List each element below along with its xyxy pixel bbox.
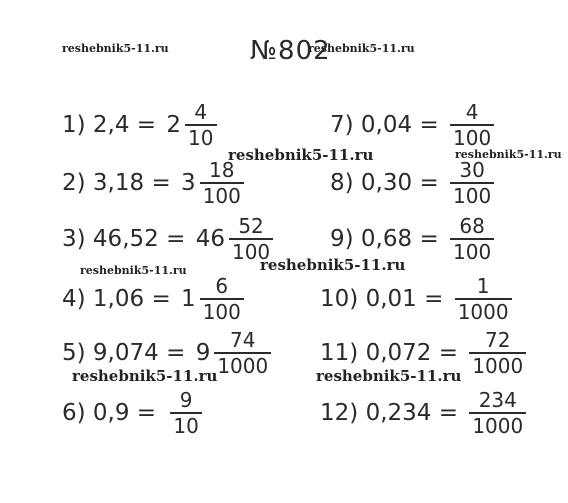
fraction-numerator: 68: [459, 214, 485, 238]
fraction-denominator: 1000: [455, 298, 512, 322]
fraction-denominator: 100: [450, 124, 494, 148]
item-whole: 46: [195, 226, 225, 252]
fraction-numerator: 9: [179, 388, 193, 412]
fraction: [469, 390, 526, 436]
fraction-denominator: 100: [200, 298, 244, 322]
item-decimal: 46,52: [92, 226, 159, 252]
item-decimal: 0,01: [365, 286, 417, 312]
watermark: reshebnik5-11.ru: [80, 264, 187, 277]
equation-item: 7) 0,04 = $\frac{4}{100}$: [330, 102, 494, 148]
equation-item: 9) 0,68 = $\frac{68}{100}$: [330, 216, 494, 262]
fraction-denominator: 10: [185, 124, 216, 148]
fraction: [450, 160, 494, 206]
fraction-denominator: 1000: [469, 352, 526, 376]
fraction-numerator: 4: [465, 100, 479, 124]
item-label: 10): [320, 286, 359, 312]
item-decimal: 9,074: [92, 340, 159, 366]
item-decimal: 1,06: [92, 286, 145, 312]
fraction-denominator: 100: [229, 238, 273, 262]
item-label: 6): [62, 400, 86, 426]
equation-item: 3) 46,52 = 46 $\frac{52}{100}$: [62, 216, 273, 262]
item-decimal: 0,072: [365, 340, 432, 366]
watermark: reshebnik5-11.ru: [62, 42, 169, 55]
fraction-numerator: 4: [194, 100, 208, 124]
fraction-denominator: 10: [170, 412, 201, 436]
fraction: [200, 276, 244, 322]
item-whole: 1: [181, 286, 196, 312]
item-whole: 9: [195, 340, 211, 366]
item-whole: 2: [166, 112, 182, 138]
item-decimal: 0,68: [360, 226, 413, 252]
equation-item: 1) 2,4 = 2 $\frac{4}{10}$: [62, 102, 217, 148]
fraction-numerator: 74: [230, 328, 256, 352]
item-label: 2): [62, 170, 86, 196]
item-decimal: 0,04: [360, 112, 413, 138]
fraction-numerator: 234: [478, 388, 517, 412]
fraction-denominator: 1000: [214, 352, 271, 376]
fraction-numerator: 1: [476, 274, 490, 298]
fraction-numerator: 72: [485, 328, 511, 352]
fraction: [214, 330, 271, 376]
equation-item: 11) 0,072 = $\frac{72}{1000}$: [320, 330, 526, 376]
item-label: 11): [320, 340, 359, 366]
item-label: 4): [62, 286, 86, 312]
fraction-denominator: 1000: [469, 412, 526, 436]
item-label: 3): [62, 226, 86, 252]
fraction: [450, 216, 494, 262]
item-decimal: 3,18: [92, 170, 145, 196]
item-decimal: 0,234: [365, 400, 432, 426]
item-decimal: 0,9: [92, 400, 130, 426]
equation-item: 12) 0,234 = $\frac{234}{1000}$: [320, 390, 526, 436]
equation-item: 6) 0,9 = $\frac{9}{10}$: [62, 390, 202, 436]
item-decimal: 0,30: [360, 170, 413, 196]
item-label: 7): [330, 112, 354, 138]
item-label: 5): [62, 340, 86, 366]
equation-item: 10) 0,01 = $\frac{1}{1000}$: [320, 276, 512, 322]
fraction: [200, 160, 244, 206]
fraction-numerator: 30: [459, 158, 485, 182]
watermark: reshebnik5-11.ru: [316, 367, 462, 385]
equation-item: 2) 3,18 = 3 $\frac{18}{100}$: [62, 160, 244, 206]
watermark: reshebnik5-11.ru: [308, 42, 415, 55]
fraction-denominator: 100: [200, 182, 244, 206]
fraction: [229, 216, 273, 262]
watermark: reshebnik5-11.ru: [72, 367, 218, 385]
equation-item: 5) 9,074 = 9 $\frac{74}{1000}$: [62, 330, 271, 376]
watermark: reshebnik5-11.ru: [228, 146, 374, 164]
fraction: [170, 390, 201, 436]
fraction: [455, 276, 512, 322]
item-label: 12): [320, 400, 359, 426]
item-label: 9): [330, 226, 354, 252]
problem-number: №802: [250, 36, 331, 66]
item-decimal: 2,4: [92, 112, 130, 138]
equation-item: 4) 1,06 = 1 $\frac{6}{100}$: [62, 276, 244, 322]
watermark: reshebnik5-11.ru: [455, 148, 562, 161]
fraction-numerator: 6: [215, 274, 229, 298]
fraction: [469, 330, 526, 376]
fraction: [185, 102, 216, 148]
fraction-numerator: 18: [209, 158, 235, 182]
fraction-numerator: 52: [238, 214, 264, 238]
fraction-denominator: 100: [450, 182, 494, 206]
watermark: reshebnik5-11.ru: [260, 256, 406, 274]
item-whole: 3: [181, 170, 196, 196]
fraction: [450, 102, 494, 148]
item-label: 8): [330, 170, 354, 196]
equation-item: 8) 0,30 = $\frac{30}{100}$: [330, 160, 494, 206]
fraction-denominator: 100: [450, 238, 494, 262]
item-label: 1): [62, 112, 86, 138]
